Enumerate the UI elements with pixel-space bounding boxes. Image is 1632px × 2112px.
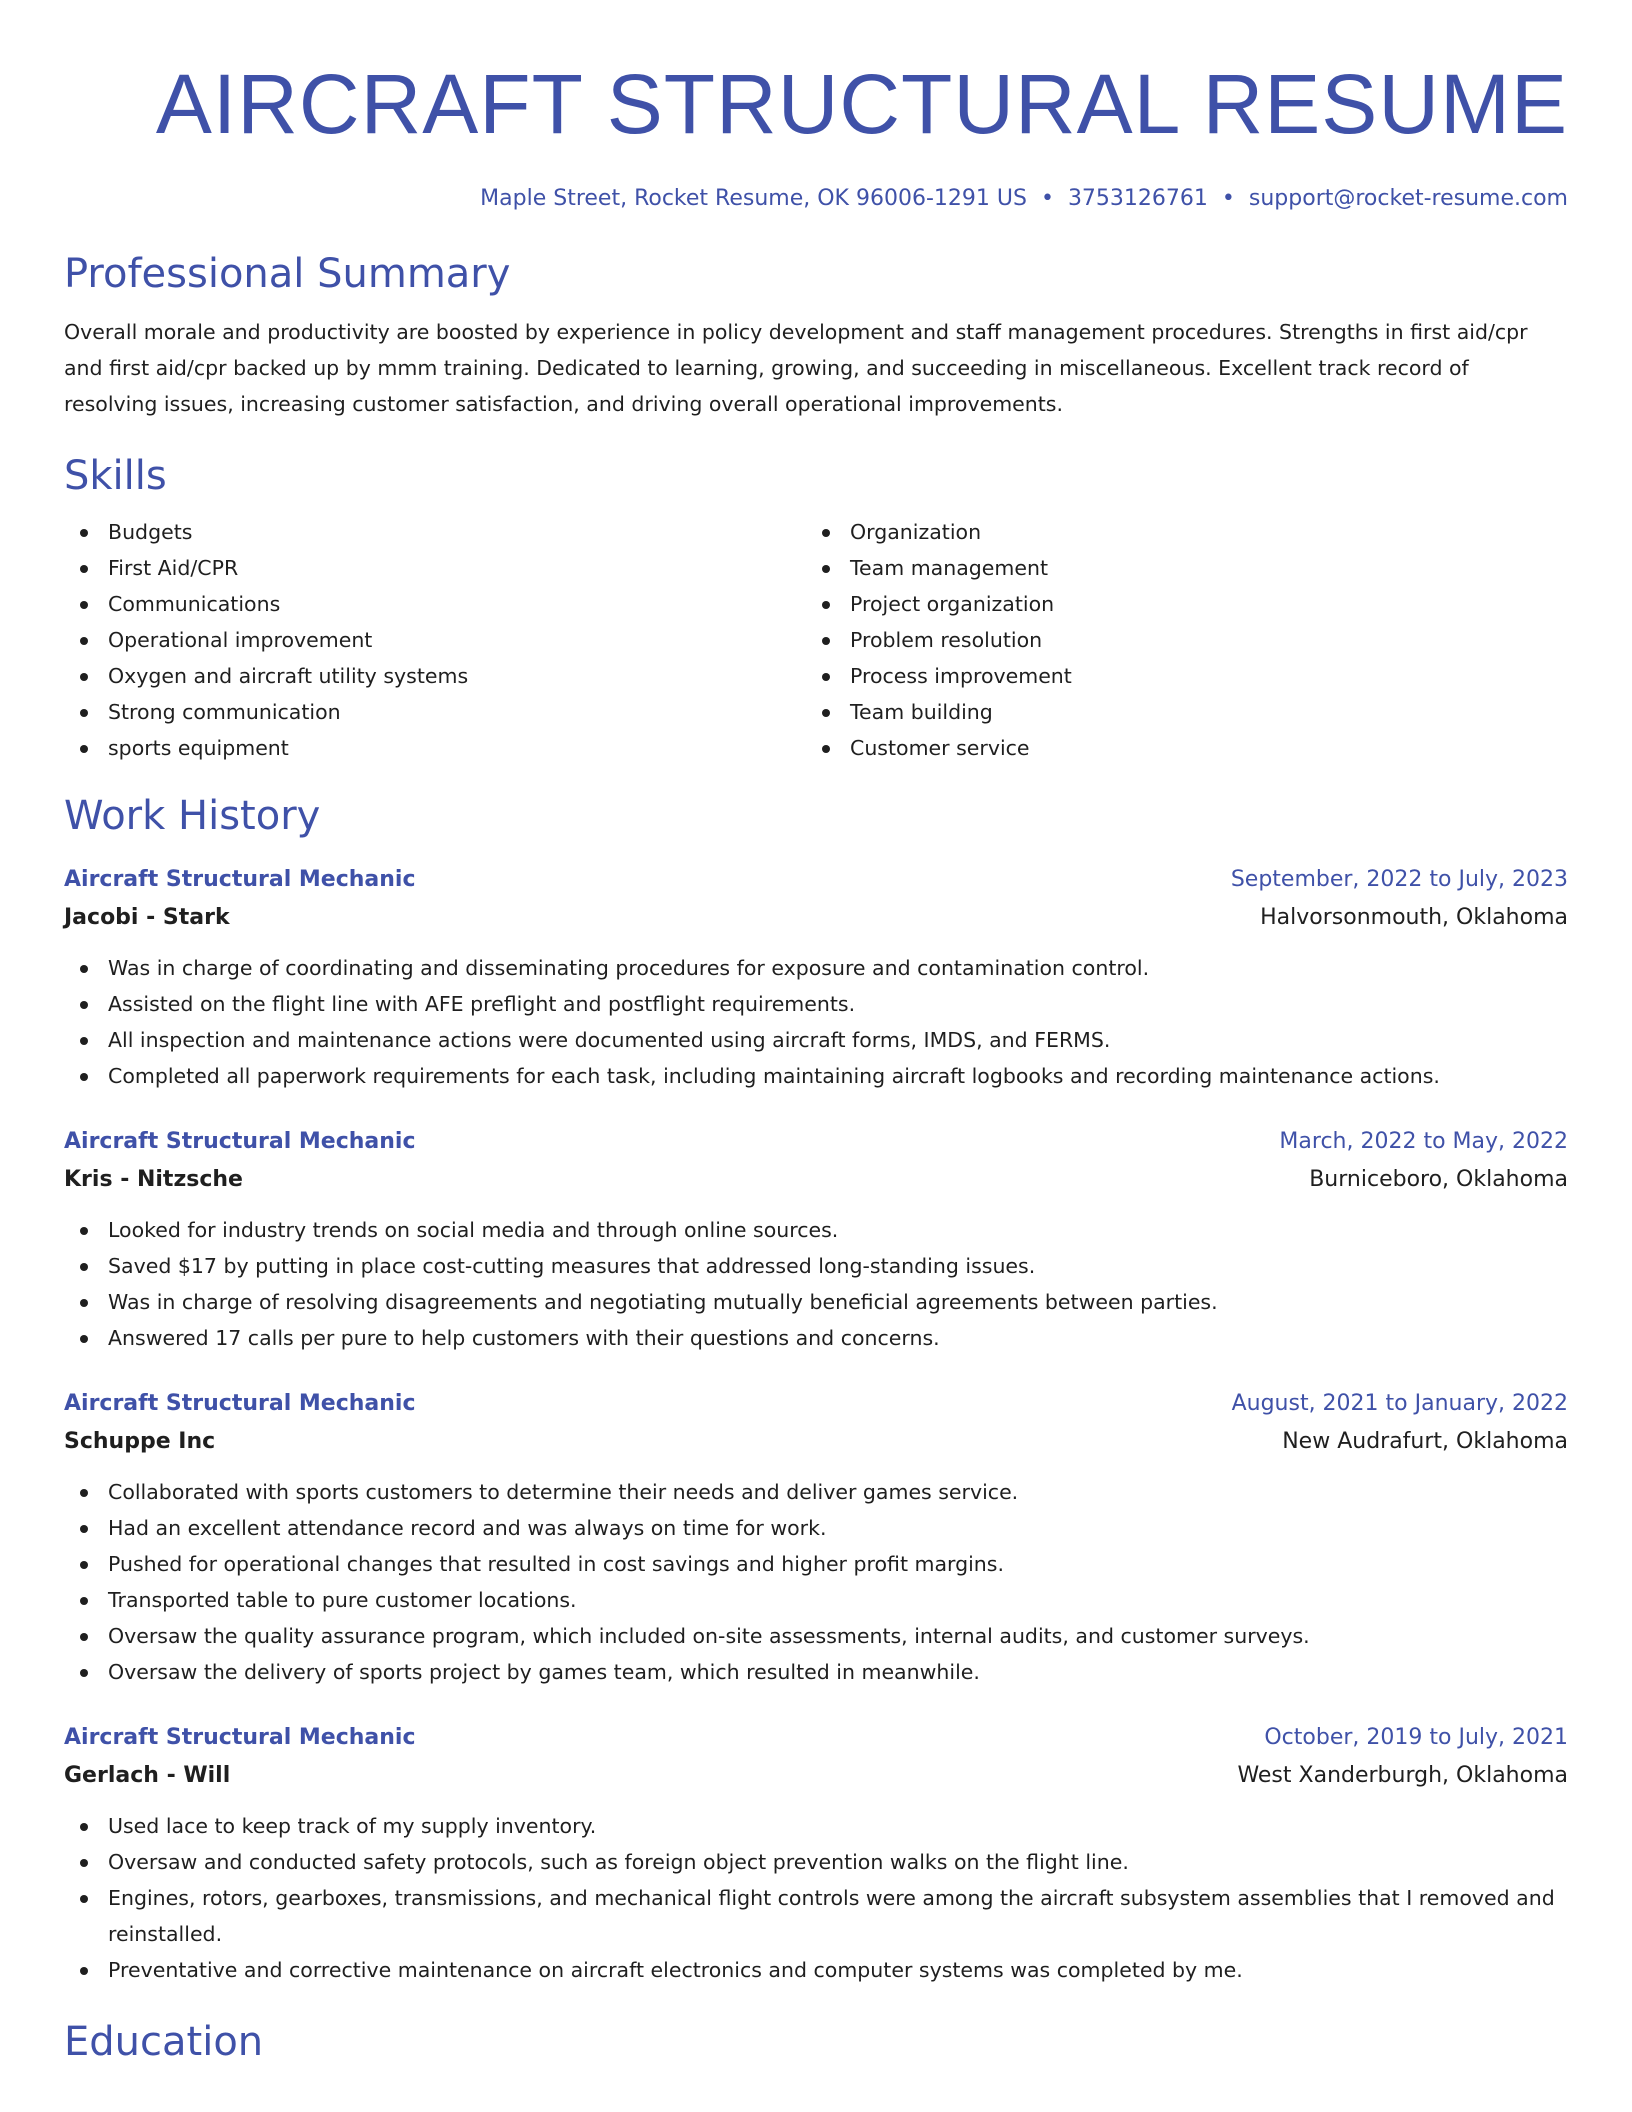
skills-list (64, 514, 1568, 766)
skills-column-right (806, 514, 1548, 766)
contact-address: Maple Street, Rocket Resume, OK 96006-1291 US (480, 186, 1027, 211)
job-dates: October, 2019 to July, 2021 (1264, 1725, 1568, 1750)
skill-item: sports equipment (64, 730, 806, 766)
job-bullet: Saved $17 by putting in place cost-cutting measures that addressed long-standing issues. (64, 1248, 1568, 1284)
skill-item: Strong communication (64, 694, 806, 730)
work-history-heading: Work History (64, 793, 321, 839)
job-location: Burniceboro, Oklahoma (1309, 1167, 1568, 1192)
skill-item: Project organization (806, 586, 1548, 622)
skill-item: Team building (806, 694, 1548, 730)
job-dates: March, 2022 to May, 2022 (1279, 1129, 1568, 1154)
education-heading: Education (64, 2019, 264, 2065)
job-company: Schuppe Inc (64, 1429, 216, 1454)
job-bullet: Collaborated with sports customers to determine their needs and deliver games service. (64, 1474, 1568, 1510)
job-entry (64, 862, 1568, 1094)
contact-separator: • (1040, 186, 1054, 211)
job-bullet: Transported table to pure customer locations. (64, 1582, 1568, 1618)
job-location: Halvorsonmouth, Oklahoma (1260, 905, 1568, 930)
job-bullet: Answered 17 calls per pure to help customers with their questions and concerns. (64, 1320, 1568, 1356)
skill-item: Problem resolution (806, 622, 1548, 658)
job-bullets (64, 1808, 1568, 1988)
job-bullets (64, 950, 1568, 1094)
job-role: Aircraft Structural Mechanic (64, 1391, 416, 1416)
job-bullet: Completed all paperwork requirements for each task, including maintaining aircraft logbooks and recording maintenance actions. (64, 1058, 1568, 1094)
job-bullet: Oversaw the delivery of sports project by games team, which resulted in meanwhile. (64, 1654, 1568, 1690)
job-bullet: All inspection and maintenance actions were documented using aircraft forms, IMDS, and FERMS. (64, 1022, 1568, 1058)
job-company: Jacobi - Stark (64, 905, 230, 930)
contact-phone: 3753126761 (1067, 186, 1208, 211)
job-location: New Audrafurt, Oklahoma (1282, 1429, 1568, 1454)
job-bullet: Oversaw and conducted safety protocols, such as foreign object prevention walks on the flight line. (64, 1844, 1568, 1880)
job-bullet: Looked for industry trends on social media and through online sources. (64, 1212, 1568, 1248)
skill-item: Operational improvement (64, 622, 806, 658)
resume-title: AIRCRAFT STRUCTURAL RESUME (155, 57, 1568, 151)
contact-line (64, 182, 1568, 216)
job-role: Aircraft Structural Mechanic (64, 867, 416, 892)
job-bullets (64, 1212, 1568, 1356)
job-dates: August, 2021 to January, 2022 (1231, 1391, 1568, 1416)
job-entry (64, 1720, 1568, 1988)
skills-column-left (64, 514, 806, 766)
resume-page (64, 0, 1568, 2068)
contact-email: support@rocket-resume.com (1248, 186, 1568, 211)
skill-item: Team management (806, 550, 1548, 586)
job-dates: September, 2022 to July, 2023 (1230, 867, 1568, 892)
job-bullet: Engines, rotors, gearboxes, transmissions, and mechanical flight controls were among the aircraft subsystem assemblies that I removed and reinstalled. (64, 1880, 1568, 1952)
job-bullet: Oversaw the quality assurance program, which included on-site assessments, internal audits, and customer surveys. (64, 1618, 1568, 1654)
job-bullet: Used lace to keep track of my supply inventory. (64, 1808, 1568, 1844)
job-entry (64, 1386, 1568, 1690)
job-bullet: Was in charge of coordinating and disseminating procedures for exposure and contamination control. (64, 950, 1568, 986)
job-bullets (64, 1474, 1568, 1690)
skill-item: Oxygen and aircraft utility systems (64, 658, 806, 694)
contact-separator: • (1221, 186, 1235, 211)
job-company: Gerlach - Will (64, 1763, 231, 1788)
job-entry (64, 1124, 1568, 1356)
job-location: West Xanderburgh, Oklahoma (1237, 1763, 1568, 1788)
job-role: Aircraft Structural Mechanic (64, 1129, 416, 1154)
job-bullet: Preventative and corrective maintenance on aircraft electronics and computer systems was completed by me. (64, 1952, 1568, 1988)
skill-item: Process improvement (806, 658, 1548, 694)
skill-item: Organization (806, 514, 1548, 550)
skill-item: Communications (64, 586, 806, 622)
job-bullet: Pushed for operational changes that resulted in cost savings and higher profit margins. (64, 1546, 1568, 1582)
summary-text: Overall morale and productivity are boosted by experience in policy development and staff management procedures. Strengths in first aid/cpr and first aid/cpr backed up by mmm training. Dedicated to learning, growing, and succeeding in miscellaneous. Excellent track record of resolving issues, increasing customer satisfaction, and driving overall operational improvements. (64, 320, 1528, 416)
skills-heading: Skills (64, 453, 167, 499)
summary-heading: Professional Summary (64, 251, 511, 297)
skill-item: Budgets (64, 514, 806, 550)
job-bullet: Was in charge of resolving disagreements and negotiating mutually beneficial agreements between parties. (64, 1284, 1568, 1320)
job-bullet: Assisted on the flight line with AFE preflight and postflight requirements. (64, 986, 1568, 1022)
skill-item: Customer service (806, 730, 1548, 766)
skill-item: First Aid/CPR (64, 550, 806, 586)
job-role: Aircraft Structural Mechanic (64, 1725, 416, 1750)
job-company: Kris - Nitzsche (64, 1167, 243, 1192)
job-bullet: Had an excellent attendance record and was always on time for work. (64, 1510, 1568, 1546)
